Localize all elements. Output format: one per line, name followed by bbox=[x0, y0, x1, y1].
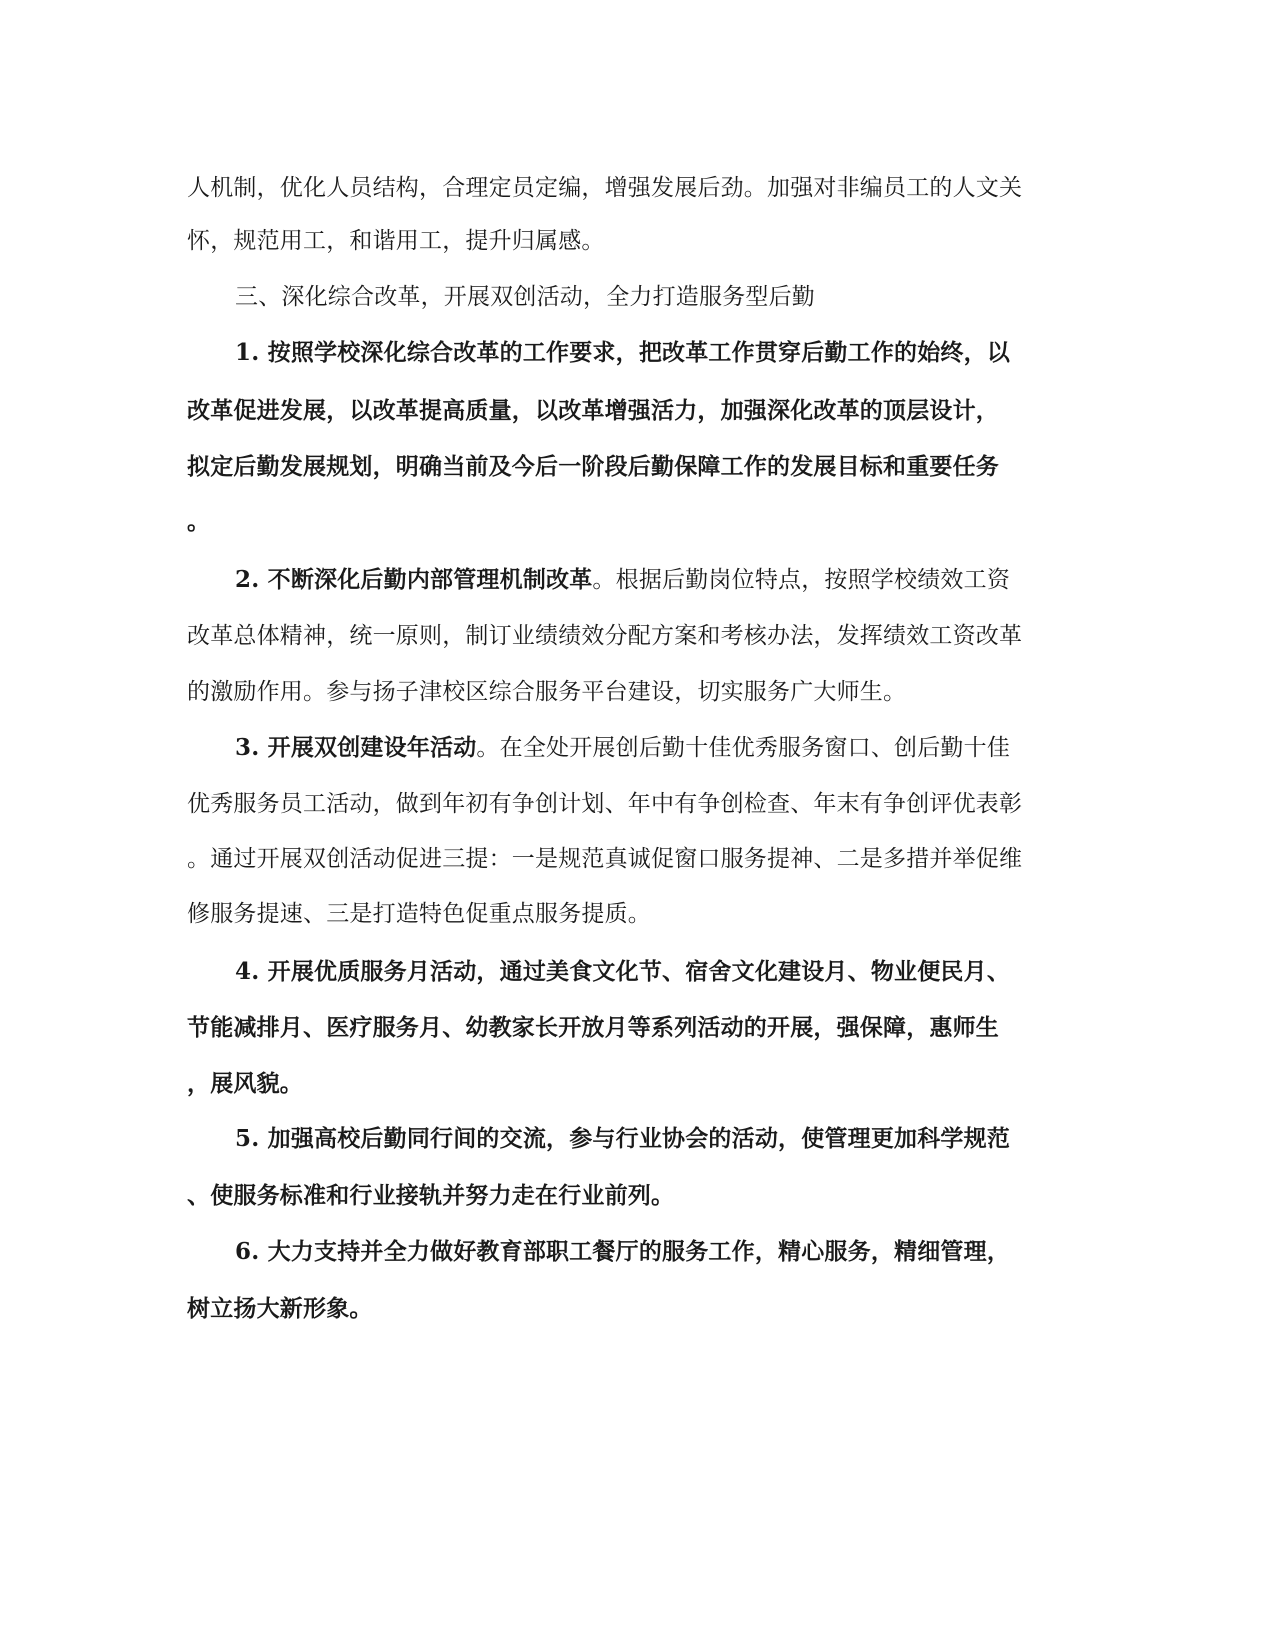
item-6-text: 树立扬大新形象。 bbox=[187, 1295, 373, 1322]
item-4-text: 节能减排月、医疗服务月、幼教家长开放月等系列活动的开展，强保障，惠师生 bbox=[187, 1014, 999, 1041]
item-1-text: 。 bbox=[187, 508, 211, 535]
item-5-text: 5. 加强高校后勤同行间的交流，参与行业协会的活动，使管理更加科学规范 bbox=[235, 1125, 1011, 1152]
item-3-heading: 3. 开展双创建设年活动 bbox=[235, 734, 477, 761]
item-2-heading: 2. 不断深化后勤内部管理机制改革 bbox=[235, 566, 593, 593]
item-3-body: 。在全处开展创后勤十佳优秀服务窗口、创后勤十佳 bbox=[476, 735, 1011, 761]
item-6-text: 6. 大力支持并全力做好教育部职工餐厅的服务工作，精心服务，精细管理， bbox=[235, 1238, 1011, 1265]
item-1-text: 1. 按照学校深化综合改革的工作要求，把改革工作贯穿后勤工作的始终，以 bbox=[235, 339, 1011, 366]
item-4-text: 4. 开展优质服务月活动，通过美食文化节、宿舍文化建设月、物业便民月、 bbox=[235, 958, 1011, 985]
item-3-text bbox=[235, 733, 1010, 763]
body-text-line: 优秀服务员工活动，做到年初有争创计划、年中有争创检查、年末有争创评优表彰 bbox=[187, 791, 1023, 817]
item-1-text: 拟定后勤发展规划，明确当前及今后一阶段后勤保障工作的发展目标和重要任务 bbox=[187, 453, 999, 480]
item-2-text bbox=[235, 565, 1010, 595]
item-4-text: ，展风貌。 bbox=[187, 1070, 303, 1097]
body-text-line: 人机制，优化人员结构，合理定员定编，增强发展后劲。加强对非编员工的人文关 bbox=[187, 175, 1023, 201]
body-text-line: 怀，规范用工，和谐用工，提升归属感。 bbox=[187, 228, 605, 254]
body-text-line: 。通过开展双创活动促进三提：一是规范真诚促窗口服务提神、二是多措并举促维 bbox=[187, 846, 1023, 872]
section-heading: 三、深化综合改革，开展双创活动，全力打造服务型后勤 bbox=[235, 284, 815, 310]
body-text-line: 改革总体精神，统一原则，制订业绩绩效分配方案和考核办法，发挥绩效工资改革 bbox=[187, 623, 1023, 649]
body-text-line: 修服务提速、三是打造特色促重点服务提质。 bbox=[187, 901, 651, 927]
item-5-text: 、使服务标准和行业接轨并努力走在行业前列。 bbox=[187, 1182, 675, 1209]
item-1-text: 改革促进发展，以改革提高质量，以改革增强活力，加强深化改革的顶层设计， bbox=[187, 397, 999, 424]
body-text-line: 的激励作用。参与扬子津校区综合服务平台建设，切实服务广大师生。 bbox=[187, 679, 907, 705]
item-2-body: 。根据后勤岗位特点，按照学校绩效工资 bbox=[592, 567, 1011, 593]
